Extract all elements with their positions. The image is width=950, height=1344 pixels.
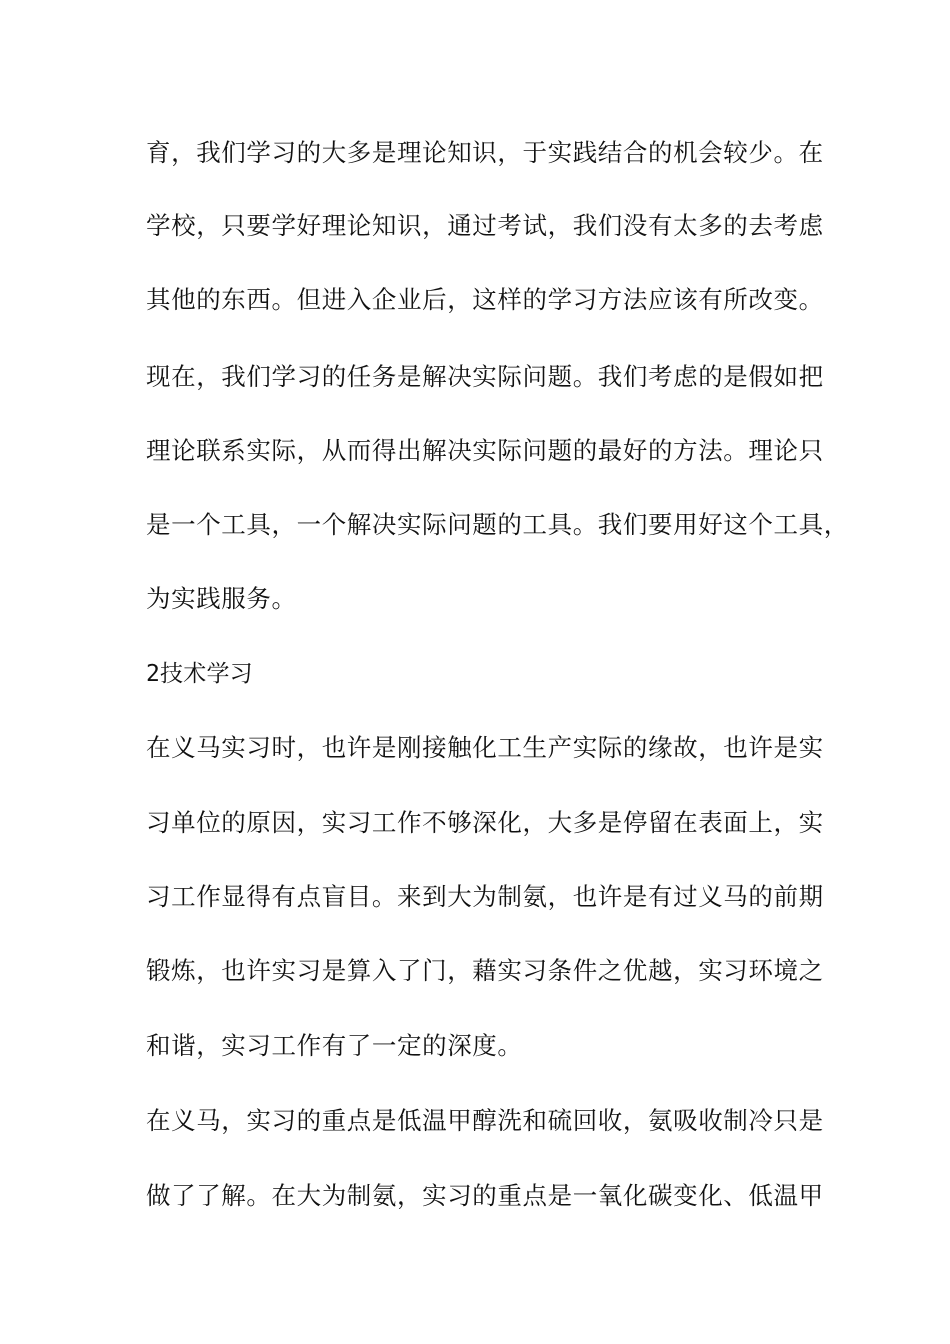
paragraph-line: 育，我们学习的大多是理论知识，于实践结合的机会较少。在 (146, 138, 824, 167)
paragraph-line: 锻炼，也许实习是算入了门，藉实习条件之优越，实习环境之 (146, 956, 824, 985)
paragraph-line: 习工作显得有点盲目。来到大为制氨，也许是有过义马的前期 (146, 882, 824, 911)
paragraph-line: 是一个工具，一个解决实际问题的工具。我们要用好这个工具， (146, 510, 849, 539)
paragraph-line: 习单位的原因，实习工作不够深化，大多是停留在表面上，实 (146, 808, 824, 837)
paragraph-line: 在义马实习时，也许是刚接触化工生产实际的缘故，也许是实 (146, 733, 824, 762)
paragraph-line: 为实践服务。 (146, 584, 297, 613)
paragraph-line: 做了了解。在大为制氨，实习的重点是一氧化碳变化、低温甲 (146, 1181, 824, 1210)
paragraph-line: 学校，只要学好理论知识，通过考试，我们没有太多的去考虑 (146, 211, 824, 240)
paragraph-line: 理论联系实际，从而得出解决实际问题的最好的方法。理论只 (146, 436, 824, 465)
paragraph-line: 在义马，实习的重点是低温甲醇洗和硫回收，氨吸收制冷只是 (146, 1106, 824, 1135)
paragraph-line: 和谐，实习工作有了一定的深度。 (146, 1031, 523, 1060)
paragraph-line: 其他的东西。但进入企业后，这样的学习方法应该有所改变。 (146, 285, 824, 314)
section-heading: 2技术学习 (146, 661, 253, 687)
paragraph-line: 现在，我们学习的任务是解决实际问题。我们考虑的是假如把 (146, 362, 824, 391)
